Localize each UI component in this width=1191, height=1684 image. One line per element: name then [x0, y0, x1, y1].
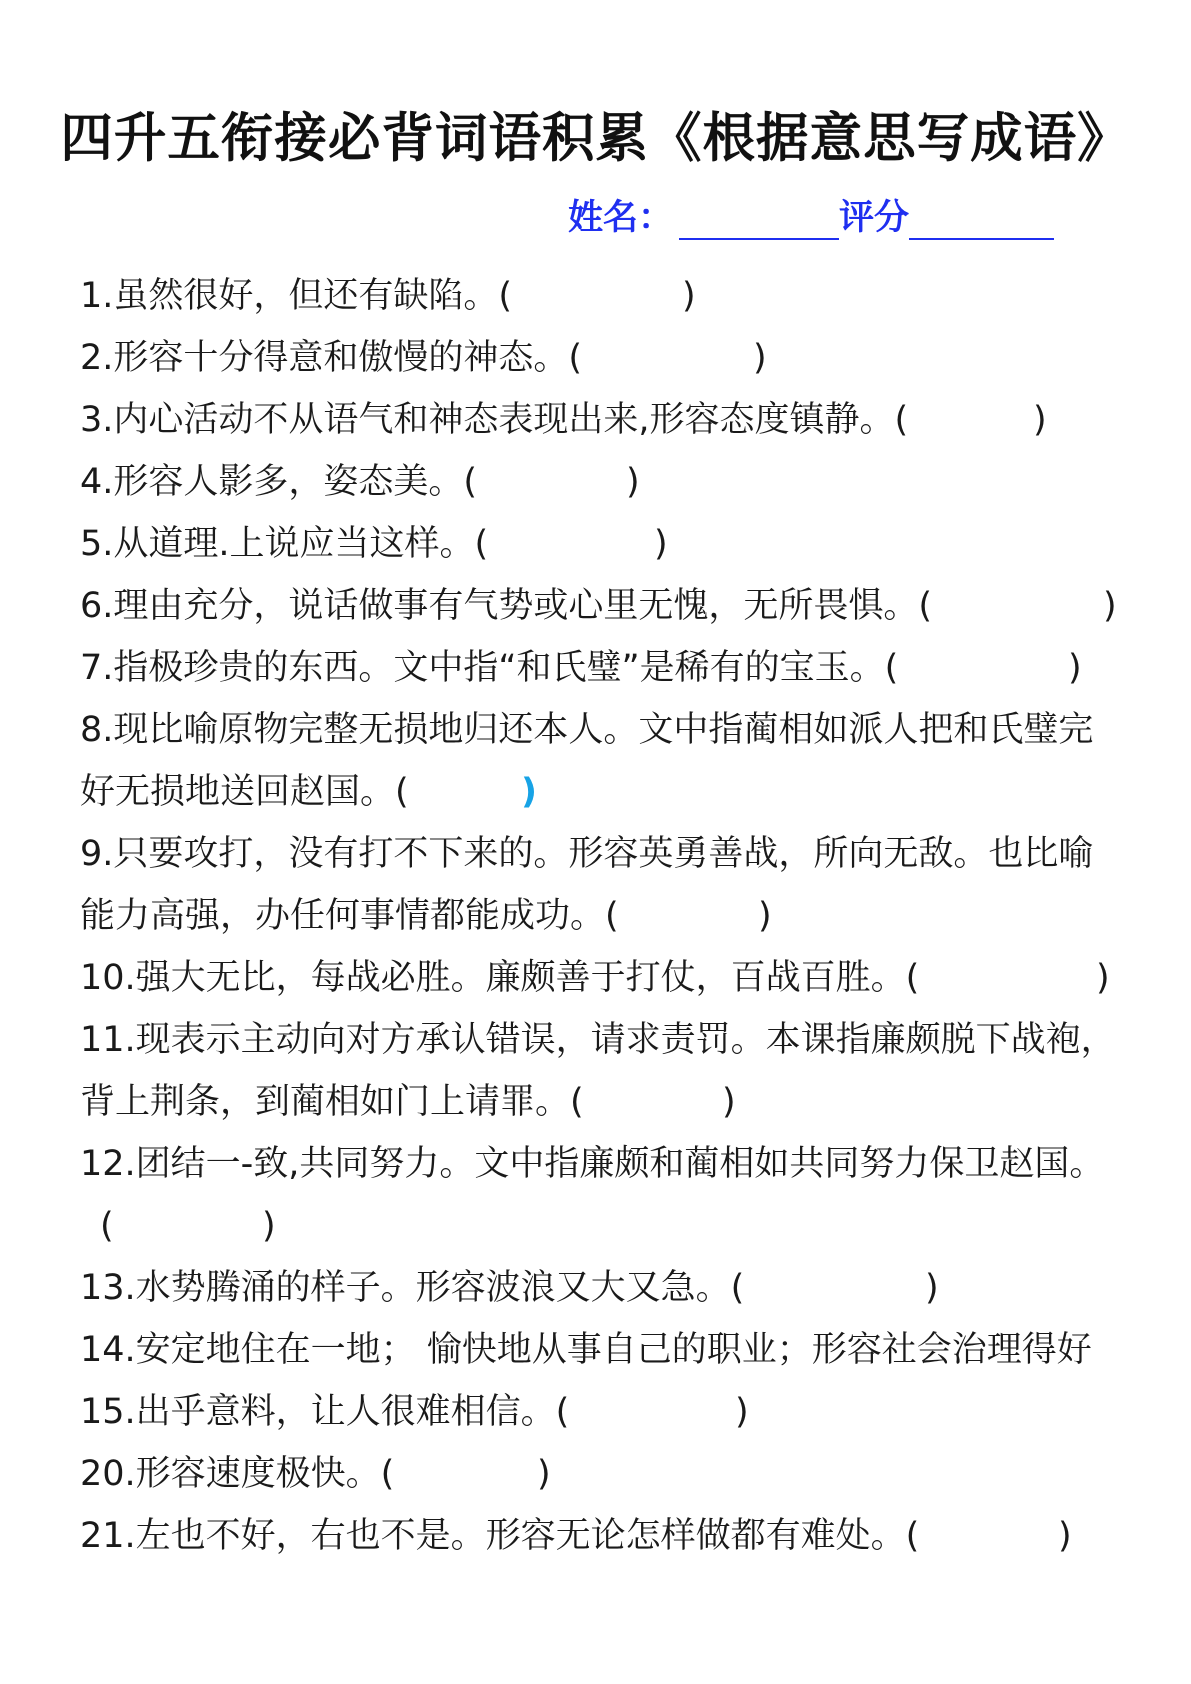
question-21: 21.左也不好，右也不是。形容无论怎样做都有难处。(	[80, 1516, 920, 1556]
question-8-line-2: 好无损地送回赵国。(	[80, 772, 409, 812]
question-12-open-paren: (	[100, 1206, 114, 1246]
answer-close-paren: )	[753, 338, 767, 378]
answer-close-paren: )	[1033, 400, 1047, 440]
question-10: 10.强大无比，每战必胜。廉颇善于打仗，百战百胜。(	[80, 958, 920, 998]
name-score-bar	[568, 190, 1054, 240]
question-13: 13.水势腾涌的样子。形容波浪又大又急。(	[80, 1268, 745, 1308]
question-14: 14.安定地住在一地； 愉快地从事自己的职业；形容社会治理得好	[80, 1330, 1092, 1370]
answer-close-paren: )	[925, 1268, 939, 1308]
question-15: 15.出乎意料，让人很难相信。(	[80, 1392, 570, 1432]
answer-close-paren: )	[1096, 958, 1110, 998]
question-2: 2.形容十分得意和傲慢的神态。(	[80, 338, 583, 378]
question-1: 1.虽然很好，但还有缺陷。(	[80, 276, 513, 316]
question-6: 6.理由充分，说话做事有气势或心里无愧，无所畏惧。(	[80, 586, 933, 626]
question-5: 5.从道理.上说应当这样。(	[80, 524, 489, 564]
answer-close-paren: )	[682, 276, 696, 316]
score-blank[interactable]	[909, 202, 1054, 240]
question-9-line-2: 能力高强，办任何事情都能成功。(	[80, 896, 619, 936]
answer-close-paren: )	[722, 1082, 736, 1122]
question-20: 20.形容速度极快。(	[80, 1454, 395, 1494]
score-label: 评分	[839, 198, 910, 238]
name-label: 姓名：	[568, 198, 674, 238]
answer-close-paren: )	[1103, 586, 1117, 626]
answer-close-paren: )	[758, 896, 772, 936]
question-11-line-1: 11.现表示主动向对方承认错误，请求责罚。本课指廉颇脱下战袍，	[80, 1020, 1116, 1060]
answer-close-paren: )	[654, 524, 668, 564]
answer-close-paren: )	[735, 1392, 749, 1432]
answer-close-paren: )	[1058, 1516, 1072, 1556]
question-4: 4.形容人影多，姿态美。(	[80, 462, 478, 502]
answer-close-paren: )	[626, 462, 640, 502]
answer-close-paren: )	[521, 772, 537, 812]
question-9-line-1: 9.只要攻打，没有打不下来的。形容英勇善战，所向无敌。也比喻	[80, 834, 1094, 874]
question-3: 3.内心活动不从语气和神态表现出来,形容态度镇静。(	[80, 400, 909, 440]
name-blank[interactable]	[679, 202, 839, 240]
question-11-line-2: 背上荆条，到蔺相如门上请罪。(	[80, 1082, 584, 1122]
page-title: 四升五衔接必背词语积累《根据意思写成语》	[60, 108, 1131, 169]
question-7: 7.指极珍贵的东西。文中指“和氏璧”是稀有的宝玉。(	[80, 648, 899, 688]
answer-close-paren: )	[1068, 648, 1082, 688]
question-12: 12.团结一-致,共同努力。文中指廉颇和蔺相如共同努力保卫赵国。	[80, 1144, 1105, 1184]
answer-close-paren: )	[537, 1454, 551, 1494]
answer-close-paren: )	[262, 1206, 276, 1246]
question-8-line-1: 8.现比喻原物完整无损地归还本人。文中指蔺相如派人把和氏璧完	[80, 710, 1094, 750]
